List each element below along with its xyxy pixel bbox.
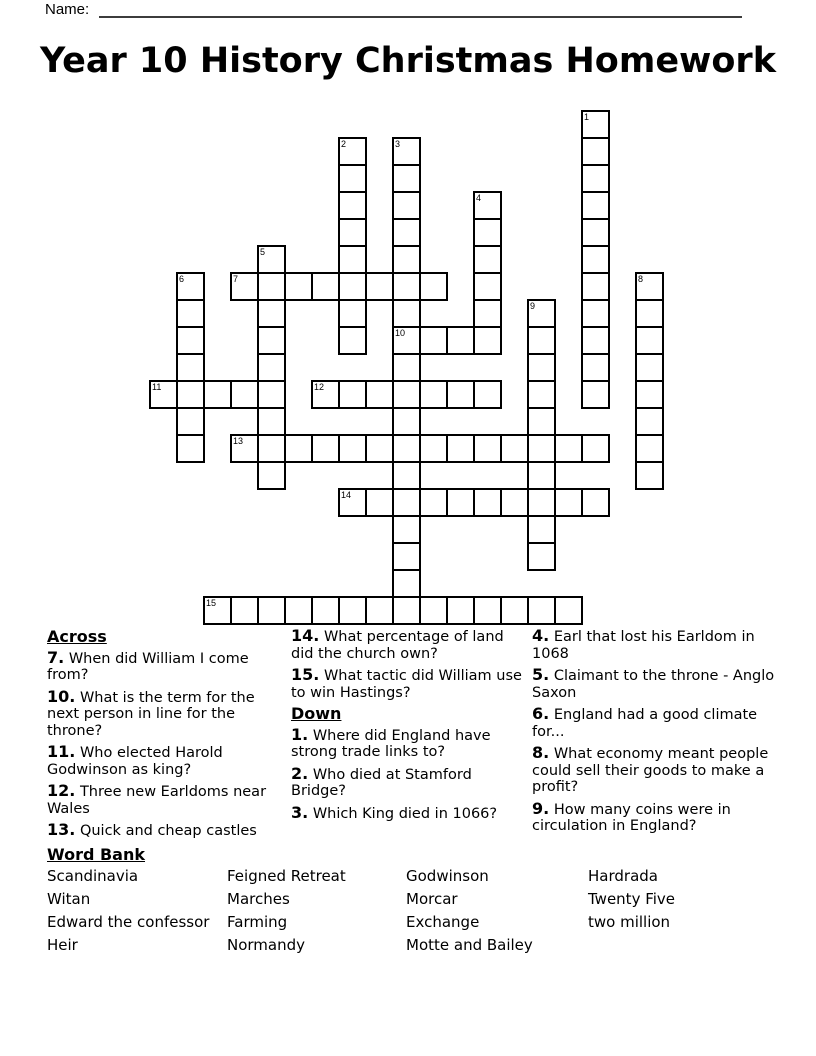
grid-cell[interactable] <box>338 434 367 463</box>
word-bank-item: Morcar <box>406 890 458 908</box>
grid-cell[interactable] <box>635 353 664 382</box>
cell-number: 4 <box>476 193 482 203</box>
grid-cell[interactable] <box>284 434 313 463</box>
grid-cell[interactable] <box>419 326 448 355</box>
grid-cell[interactable] <box>446 326 475 355</box>
word-bank-column-3 <box>406 866 533 958</box>
grid-cell[interactable] <box>635 434 664 463</box>
grid-cell[interactable] <box>338 218 367 247</box>
clue-4: 4. Earl that lost his Earldom in 1068 <box>532 626 755 662</box>
grid-cell[interactable] <box>581 164 610 193</box>
clue-13: 13. Quick and cheap castles <box>47 820 257 839</box>
cell-number: 2 <box>341 139 347 149</box>
grid-cell[interactable] <box>365 488 394 517</box>
grid-cell[interactable] <box>392 461 421 490</box>
grid-cell[interactable] <box>203 380 232 409</box>
grid-cell[interactable] <box>473 299 502 328</box>
grid-cell[interactable] <box>392 299 421 328</box>
word-bank-item: Hardrada <box>588 867 658 885</box>
grid-cell[interactable] <box>176 407 205 436</box>
grid-cell[interactable] <box>581 353 610 382</box>
name-label: Name: <box>45 1 90 18</box>
grid-cell-8[interactable] <box>635 272 664 301</box>
grid-cell[interactable] <box>527 380 556 409</box>
grid-cell[interactable] <box>257 461 286 490</box>
down-heading: Down <box>291 704 342 723</box>
grid-cell[interactable] <box>581 272 610 301</box>
grid-cell[interactable] <box>527 353 556 382</box>
grid-cell-6[interactable] <box>176 272 205 301</box>
cell-number: 15 <box>206 598 217 608</box>
clue-number: 3. <box>291 802 309 822</box>
grid-cell[interactable] <box>392 596 421 625</box>
grid-cell[interactable] <box>473 488 502 517</box>
grid-cell[interactable] <box>500 488 529 517</box>
clue-number: 2. <box>291 763 309 783</box>
grid-cell[interactable] <box>527 488 556 517</box>
word-bank-item: Twenty Five <box>588 890 676 908</box>
grid-cell[interactable] <box>527 407 556 436</box>
word-bank-column-2 <box>227 866 346 958</box>
grid-cell[interactable] <box>176 434 205 463</box>
grid-cell[interactable] <box>419 272 448 301</box>
grid-cell[interactable] <box>581 326 610 355</box>
grid-cell-13[interactable] <box>230 434 259 463</box>
grid-cell[interactable] <box>635 407 664 436</box>
clue-11: 11. Who elected Harold Godwinson as king? <box>47 742 223 778</box>
grid-cell[interactable] <box>635 299 664 328</box>
clue-15: 15. What tactic did William use to win Hastings? <box>291 665 522 701</box>
grid-cell[interactable] <box>581 488 610 517</box>
grid-cell[interactable] <box>581 299 610 328</box>
clue-number: 15. <box>291 665 320 684</box>
clue-number: 5. <box>532 665 550 684</box>
grid-cell[interactable] <box>581 245 610 274</box>
grid-cell[interactable] <box>257 407 286 436</box>
grid-cell-11[interactable] <box>149 380 178 409</box>
grid-cell[interactable] <box>311 596 340 625</box>
grid-cell[interactable] <box>500 596 529 625</box>
grid-cell[interactable] <box>392 380 421 409</box>
word-bank-item: Scandinavia <box>47 867 139 885</box>
clue-14: 14. What percentage of land did the church own? <box>291 626 504 662</box>
grid-cell[interactable] <box>338 299 367 328</box>
clue-5: 5. Claimant to the throne - Anglo Saxon <box>532 665 775 701</box>
clue-6: 6. England had a good climate for... <box>532 704 758 740</box>
clue-number: 4. <box>532 626 550 645</box>
grid-cell-2[interactable] <box>338 137 367 166</box>
clue-9: 9. How many coins were in circulation in England? <box>532 798 731 834</box>
grid-cell[interactable] <box>473 245 502 274</box>
cell-number: 5 <box>260 247 266 257</box>
grid-cell[interactable] <box>176 380 205 409</box>
grid-cell[interactable] <box>230 380 259 409</box>
grid-cell[interactable] <box>581 434 610 463</box>
clue-number: 12. <box>47 781 76 800</box>
cell-number: 7 <box>233 274 239 284</box>
grid-cell-15[interactable] <box>203 596 232 625</box>
word-bank-column-1 <box>47 866 209 958</box>
name-fill-in-line[interactable] <box>99 0 742 18</box>
grid-cell[interactable] <box>446 488 475 517</box>
word-bank-item: Godwinson <box>406 867 489 885</box>
grid-cell[interactable] <box>446 434 475 463</box>
word-bank-item: Motte and Bailey <box>406 936 533 954</box>
grid-cell[interactable] <box>419 488 448 517</box>
cell-number: 6 <box>179 274 185 284</box>
word-bank-heading: Word Bank <box>47 845 146 864</box>
grid-cell-1[interactable] <box>581 110 610 139</box>
grid-cell[interactable] <box>365 596 394 625</box>
grid-cell-10[interactable] <box>392 326 421 355</box>
word-bank-item: Feigned Retreat <box>227 867 346 885</box>
grid-cell[interactable] <box>338 164 367 193</box>
clue-column-2 <box>291 628 523 827</box>
grid-cell[interactable] <box>392 353 421 382</box>
grid-cell[interactable] <box>392 164 421 193</box>
grid-cell[interactable] <box>419 434 448 463</box>
grid-cell[interactable] <box>338 191 367 220</box>
grid-cell[interactable] <box>473 272 502 301</box>
word-bank-item: Edward the confessor <box>47 913 210 931</box>
grid-cell[interactable] <box>500 434 529 463</box>
grid-cell[interactable] <box>257 434 286 463</box>
grid-cell[interactable] <box>311 272 340 301</box>
cell-number: 11 <box>152 382 162 392</box>
grid-cell[interactable] <box>419 380 448 409</box>
grid-cell[interactable] <box>365 272 394 301</box>
grid-cell[interactable] <box>473 596 502 625</box>
grid-cell[interactable] <box>338 326 367 355</box>
grid-cell[interactable] <box>284 272 313 301</box>
grid-cell[interactable] <box>365 434 394 463</box>
cell-number: 1 <box>584 112 590 122</box>
grid-cell[interactable] <box>392 569 421 598</box>
clue-7: 7. When did William I come from? <box>47 647 249 683</box>
grid-cell-3[interactable] <box>392 137 421 166</box>
word-bank-item: Farming <box>227 913 288 931</box>
clue-2: 2. Who died at Stamford Bridge? <box>291 763 472 799</box>
cell-number: 12 <box>314 382 325 392</box>
grid-cell[interactable] <box>230 596 259 625</box>
clue-number: 9. <box>532 798 550 818</box>
grid-cell-9[interactable] <box>527 299 556 328</box>
grid-cell[interactable] <box>527 542 556 571</box>
grid-cell[interactable] <box>176 353 205 382</box>
clue-column-1 <box>47 628 285 845</box>
grid-cell[interactable] <box>635 461 664 490</box>
clue-number: 11. <box>47 742 76 761</box>
grid-cell[interactable] <box>338 596 367 625</box>
grid-cell[interactable] <box>581 218 610 247</box>
grid-cell[interactable] <box>176 299 205 328</box>
clue-number: 6. <box>532 704 550 723</box>
cell-number: 3 <box>395 139 401 149</box>
word-bank-item: Marches <box>227 890 290 908</box>
grid-cell[interactable] <box>392 218 421 247</box>
grid-cell[interactable] <box>392 407 421 436</box>
grid-cell[interactable] <box>392 245 421 274</box>
cell-number: 10 <box>395 328 406 338</box>
clue-number: 14. <box>291 626 320 645</box>
clue-1: 1. Where did England have strong trade links to? <box>291 724 491 760</box>
word-bank-item: Heir <box>47 936 78 954</box>
grid-cell[interactable] <box>257 326 286 355</box>
grid-cell[interactable] <box>419 596 448 625</box>
grid-cell[interactable] <box>581 380 610 409</box>
grid-cell[interactable] <box>257 380 286 409</box>
page-title: Year 10 History Christmas Homework <box>40 41 776 81</box>
clue-8: 8. What economy meant people could sell their goods to make a profit? <box>532 743 769 795</box>
clue-10: 10. What is the term for the next person in line for the throne? <box>47 686 255 739</box>
grid-cell[interactable] <box>527 434 556 463</box>
grid-cell[interactable] <box>392 542 421 571</box>
grid-cell[interactable] <box>284 596 313 625</box>
word-bank-item: two million <box>588 913 671 931</box>
cell-number: 9 <box>530 301 536 311</box>
word-bank-item: Exchange <box>406 913 480 931</box>
grid-cell[interactable] <box>527 515 556 544</box>
grid-cell[interactable] <box>311 434 340 463</box>
clue-number: 1. <box>291 724 309 744</box>
grid-cell[interactable] <box>392 434 421 463</box>
grid-cell[interactable] <box>635 380 664 409</box>
clue-number: 8. <box>532 743 550 762</box>
grid-cell[interactable] <box>473 326 502 355</box>
grid-cell[interactable] <box>527 596 556 625</box>
grid-cell[interactable] <box>527 461 556 490</box>
grid-cell[interactable] <box>176 326 205 355</box>
grid-cell[interactable] <box>554 488 583 517</box>
grid-cell[interactable] <box>473 218 502 247</box>
clue-number: 10. <box>47 686 76 706</box>
grid-cell[interactable] <box>365 380 394 409</box>
clue-12: 12. Three new Earldoms near Wales <box>47 781 267 817</box>
grid-cell[interactable] <box>581 137 610 166</box>
grid-cell-4[interactable] <box>473 191 502 220</box>
grid-cell-7[interactable] <box>230 272 259 301</box>
grid-cell-12[interactable] <box>311 380 340 409</box>
grid-cell[interactable] <box>473 380 502 409</box>
grid-cell[interactable] <box>392 515 421 544</box>
across-heading: Across <box>47 627 107 646</box>
word-bank-item: Witan <box>47 890 91 908</box>
grid-cell[interactable] <box>392 191 421 220</box>
grid-cell[interactable] <box>257 353 286 382</box>
grid-cell[interactable] <box>257 596 286 625</box>
grid-cell[interactable] <box>446 380 475 409</box>
grid-cell-5[interactable] <box>257 245 286 274</box>
cell-number: 14 <box>341 490 352 500</box>
grid-cell[interactable] <box>338 272 367 301</box>
grid-cell[interactable] <box>338 380 367 409</box>
cell-number: 8 <box>638 274 644 284</box>
cell-number: 13 <box>233 436 244 446</box>
clue-number: 7. <box>47 647 65 667</box>
grid-cell[interactable] <box>527 326 556 355</box>
grid-cell[interactable] <box>338 245 367 274</box>
clue-column-3 <box>532 628 777 840</box>
grid-cell[interactable] <box>554 434 583 463</box>
grid-cell[interactable] <box>392 488 421 517</box>
clue-number: 13. <box>47 820 76 839</box>
grid-cell[interactable] <box>473 434 502 463</box>
grid-cell-14[interactable] <box>338 488 367 517</box>
clue-3: 3. Which King died in 1066? <box>291 802 498 822</box>
grid-cell[interactable] <box>554 596 583 625</box>
word-bank-item: Normandy <box>227 936 306 954</box>
grid-cell[interactable] <box>581 191 610 220</box>
grid-cell[interactable] <box>257 272 286 301</box>
grid-cell[interactable] <box>257 299 286 328</box>
grid-cell[interactable] <box>392 272 421 301</box>
word-bank-column-4 <box>588 866 675 935</box>
grid-cell[interactable] <box>635 326 664 355</box>
grid-cell[interactable] <box>446 596 475 625</box>
